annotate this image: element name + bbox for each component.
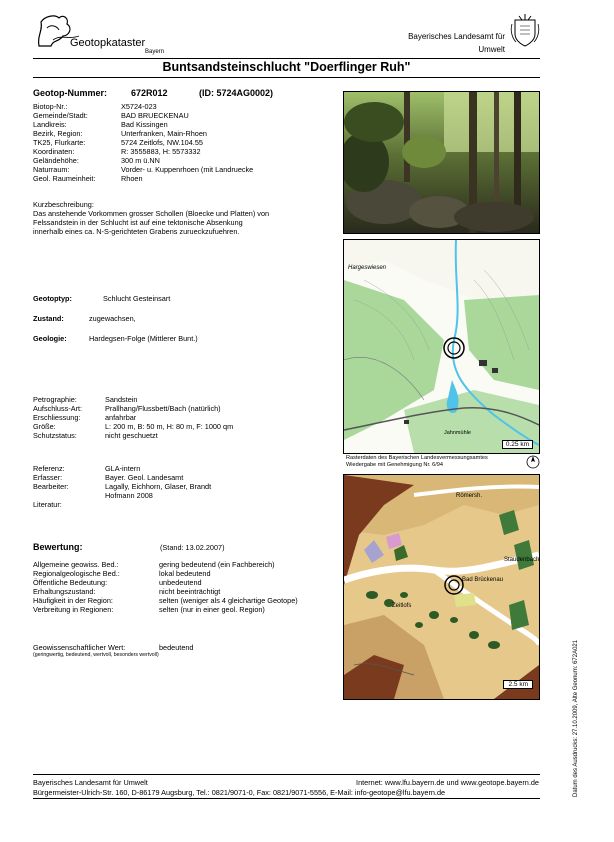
footer-bottom-divider [33,798,540,799]
petro-value: nicht geschuetzt [105,431,158,440]
geotop-number-label: Geotop-Nummer: [33,88,107,98]
wert-label: Geowissenschaftlicher Wert: [33,643,126,652]
petro-value: Sandstein [105,395,138,404]
petro-label: Schutzstatus: [33,431,77,440]
detail-label: Geländehöhe: [33,156,79,165]
detail-label: Geol. Raumeinheit: [33,174,96,183]
wert-value: bedeutend [159,643,194,652]
geotop-photo [343,91,540,234]
rating-label: Verbreitung in Regionen: [33,605,114,614]
rating-value: selten (nur in einer geol. Region) [159,605,265,614]
description-line: Felssandstein in der Schlucht ist auf eine tektonische Absenkung [33,218,243,227]
ref-label: Erfasser: [33,473,63,482]
rating-value: nicht beeinträchtigt [159,587,221,596]
detail-value: Bad Kissingen [121,120,168,129]
geotoptyp-value: Schlucht Gesteinsart [103,294,171,303]
ref-label: Referenz: [33,464,65,473]
geologie-value: Hardegsen-Folge (Mittlerer Bunt.) [89,334,198,343]
rating-label: Häufigkeit in der Region: [33,596,113,605]
geological-map [343,474,540,700]
petro-value: L: 200 m, B: 50 m, H: 80 m, F: 1000 qm [105,422,234,431]
geo-scale-bar: 2.5 km [503,680,533,689]
rating-value: selten (weniger als 4 gleichartige Geotope) [159,596,298,605]
header [33,8,540,58]
geo-place-label: Staudenbach [504,557,540,563]
petro-value: Prallhang/Flussbett/Bach (natürlich) [105,404,221,413]
details-block [33,102,338,197]
footer-internet: Internet: www.lfu.bayern.de und www.geotope.bayern.de [356,778,539,787]
description-line: Das anstehende Vorkommen grosser Schollen (Bloecke und Platten) von [33,209,270,218]
north-arrow-icon [526,455,540,469]
detail-value: Unterfranken, Main-Rhoen [121,129,207,138]
petro-value: anfahrbar [105,413,137,422]
detail-value: 5724 Zeitlofs, NW.104.55 [121,138,203,147]
agency-name-line2: Umwelt [478,45,505,54]
detail-label: Landkreis: [33,120,67,129]
bavarian-coat-of-arms-icon [510,12,540,52]
forest-gorge-photo-icon [344,92,539,233]
detail-value: R: 3555883, H: 5573332 [121,147,201,156]
references-block [33,464,338,514]
detail-label: Naturraum: [33,165,70,174]
detail-label: Gemeinde/Stadt: [33,111,88,120]
ref-value: Hofmann 2008 [105,491,153,500]
petrography-block [33,395,338,445]
rating-value: gering bedeutend (ein Fachbereich) [159,560,275,569]
ratings-block [33,560,338,620]
detail-value: BAD BRUECKENAU [121,111,189,120]
geologie-label: Geologie: [33,334,67,343]
petro-label: Aufschluss-Art: [33,404,83,413]
description-label: Kurzbeschreibung: [33,200,94,209]
footer-agency: Bayerisches Landesamt für Umwelt [33,778,148,787]
ref-label: Bearbeiter: [33,482,69,491]
geo-map-graphic [344,475,539,699]
agency-name-line1: Bayerisches Landesamt für [408,32,505,41]
ref-value: Lagally, Eichhorn, Glaser, Brandt [105,482,212,491]
topo-place-label: Jahnmühle [444,430,471,436]
topographic-map [343,239,540,454]
rating-label: Allgemeine geowiss. Bed.: [33,560,119,569]
footer-address: Bürgermeister-Ulrich-Str. 160, D-86179 Augsburg, Tel.: 0821/9071-0, Fax: 0821/9071-5556, E-Mail: info-geotope@lfu.bayern.de [33,788,446,797]
logo-text: Geotopkataster [70,37,146,49]
detail-value: Rhoen [121,174,143,183]
detail-label: Biotop-Nr.: [33,102,68,111]
bewertung-label: Bewertung: [33,542,83,552]
rating-label: Regionalgeologische Bed.: [33,569,120,578]
petro-label: Größe: [33,422,56,431]
title-divider [33,77,540,78]
print-date-side-text: Datum des Ausdrucks: 27.10.2009, Alte Geonum: 672A021 [573,639,579,797]
geo-place-label: Zeitlofs [392,603,412,609]
detail-label: Bezirk, Region: [33,129,83,138]
detail-value: 300 m ü.NN [121,156,160,165]
geotoptyp-label: Geotoptyp: [33,294,72,303]
header-divider [33,58,540,59]
footer-divider [33,774,540,775]
geotop-number: 672R012 [131,88,168,98]
wert-scale: (geringwertig, bedeutend, wertvoll, besonders wertvoll) [33,652,159,658]
page-title: Buntsandsteinschlucht "Doerflinger Ruh" [162,60,411,74]
petro-label: Erschliessung: [33,413,81,422]
geo-place-label: Bad Brückenau [462,577,504,583]
topo-map-note-line1: Rasterdaten des Bayerischen Landesvermessungsamtes [346,455,488,461]
geotop-location-marker-icon [442,336,466,360]
ref-label: Literatur: [33,500,62,509]
zustand-value: zugewachsen, [89,314,136,323]
logo-subtext: Bayern [145,49,165,55]
bewertung-stand: (Stand: 13.02.2007) [160,543,225,552]
topo-place-label: Hargeswiesen [348,265,387,271]
detail-label: TK25, Flurkarte: [33,138,86,147]
description-block [33,200,338,236]
petro-label: Petrographie: [33,395,77,404]
topo-map-note-line2: Wiedergabe mit Genehmigung Nr. 6/94 [346,462,444,468]
geo-place-label: Römersh. [456,493,483,499]
rating-value: unbedeutend [159,578,202,587]
ref-value: Bayer. Geol. Landesamt [105,473,184,482]
rating-label: Öffentliche Bedeutung: [33,578,108,587]
description-line: innerhalb eines ca. N-S-gerichteten Grabens zurueckzufuehren. [33,227,240,236]
rating-label: Erhaltungszustand: [33,587,96,596]
rating-value: lokal bedeutend [159,569,211,578]
topo-scale-bar: 0.25 km [502,440,533,449]
ref-value: GLA-intern [105,464,141,473]
detail-label: Koordinaten: [33,147,75,156]
detail-value: Vorder- u. Kuppenrhoen (mit Landruecke [121,165,254,174]
geotop-id: (ID: 5724AG0002) [199,88,274,98]
detail-value: X5724-023 [121,102,157,111]
zustand-label: Zustand: [33,314,64,323]
